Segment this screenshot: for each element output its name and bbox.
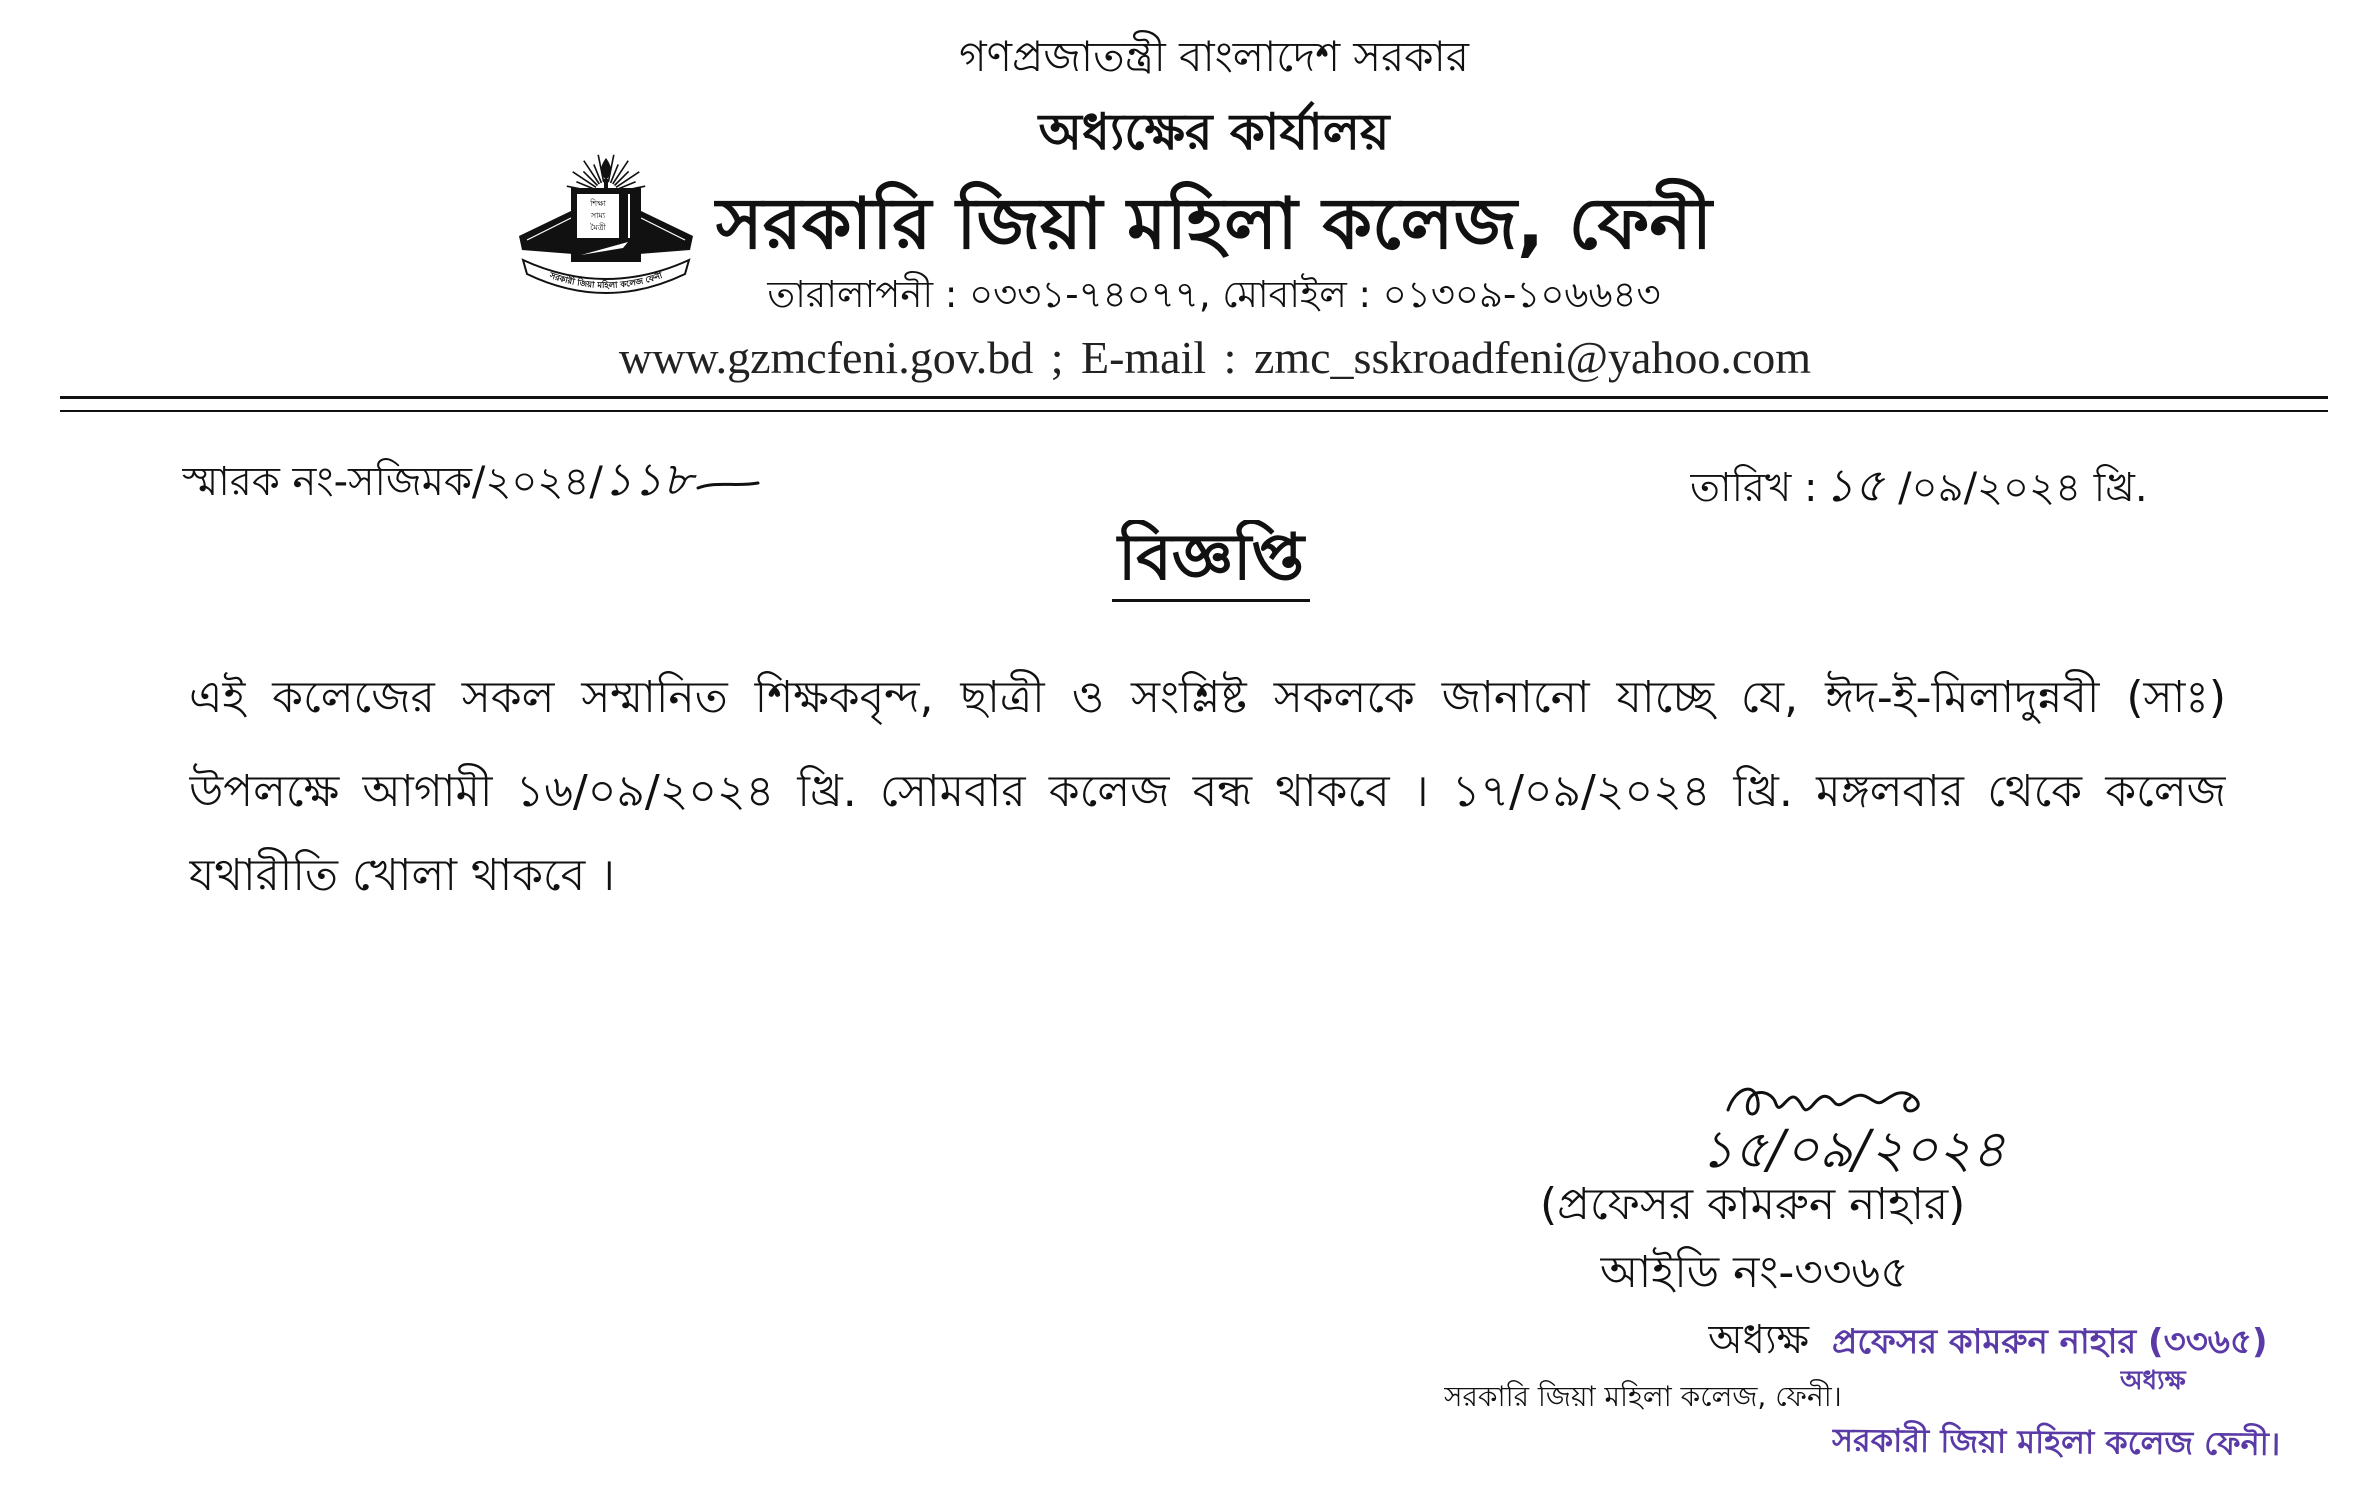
logo-banner-text: সরকারী জিয়া মহিলা কলেজ ফেনী [548, 271, 664, 292]
stamp-institution: সরকারী জিয়া মহিলা কলেজ ফেনী। [1831, 1421, 2281, 1463]
letterhead-rule-top [60, 396, 2328, 399]
letterhead-rule-bottom [60, 410, 2328, 412]
logo-motto-2: সাম্য [590, 211, 606, 220]
notice-title-block [1011, 520, 1411, 612]
signature-handwritten-date: ১৫/০৯/২০২৪ [1700, 1121, 2006, 1180]
college-logo [515, 148, 697, 296]
college-name: সরকারি জিয়া মহিলা কলেজ, ফেনী [715, 182, 1713, 265]
memo-number-handwritten: ১১৮ [602, 452, 693, 506]
notice-title: বিজ্ঞপ্তি [1112, 520, 1310, 602]
logo-right-wing [639, 210, 693, 254]
body-line-3: যথারীতি খোলা থাকবে । [189, 850, 615, 901]
body-line-2: উপলক্ষে আগামী ১৬/০৯/২০২৪ খ্রি. সোমবার কলেজ বন্ধ থাকবে । ১৭/০৯/২০২৪ খ্রি. মঙ্গলবার থেকে কলেজ [189, 766, 2226, 817]
government-line: গণপ্রজাতন্ত্রী বাংলাদেশ সরকার [959, 32, 1469, 81]
office-line: অধ্যক্ষের কার্যালয় [1038, 103, 1390, 161]
stamp-designation: অধ্যক্ষ [2120, 1366, 2186, 1396]
notice-date [1690, 454, 2210, 520]
memo-reference [182, 448, 902, 514]
web-email-line: www.gzmcfeni.gov.bd ; E-mail : zmc_sskroadfeni@yahoo.com [618, 332, 1812, 383]
logo-left-wing [519, 210, 573, 254]
body-line-1: এই কলেজের সকল সম্মানিত শিক্ষকবৃন্দ, ছাত্রী ও সংশ্লিষ্ট সকলকে জানানো যাচ্ছে যে, ঈদ-ই-মিলাদুন্নবী (সাঃ) [189, 672, 2226, 723]
memo-prefix: স্মারক নং-সজিমক/২০২৪/ [182, 459, 603, 505]
date-label: তারিখ : [1690, 465, 1818, 511]
phone-line: তারালাপনী : ০৩৩১-৭৪০৭৭, মোবাইল : ০১৩০৯-১০৬৬৪৩ [767, 273, 1661, 316]
signatory-id: আইডি নং-৩৩৬৫ [1600, 1247, 1909, 1298]
logo-motto-1: শিক্ষা [590, 199, 606, 208]
logo-torch-handle [604, 179, 608, 189]
signatory-name: (প্রফেসর কামরুন নাহার) [1540, 1179, 1966, 1230]
date-month-year: /০৯/২০২৪ খ্রি. [1898, 465, 2148, 511]
logo-motto-3: মৈত্রী [590, 223, 606, 232]
stamp-name: প্রফেসর কামরুন নাহার (৩৩৬৫) [1832, 1322, 2268, 1362]
date-day-handwritten: ১৫ [1824, 458, 1885, 512]
signatory-institution: সরকারি জিয়া মহিলা কলেজ, ফেনী। [1444, 1380, 1842, 1413]
memo-number-stroke [692, 466, 764, 502]
signatory-designation: অধ্যক্ষ [1708, 1317, 1810, 1363]
